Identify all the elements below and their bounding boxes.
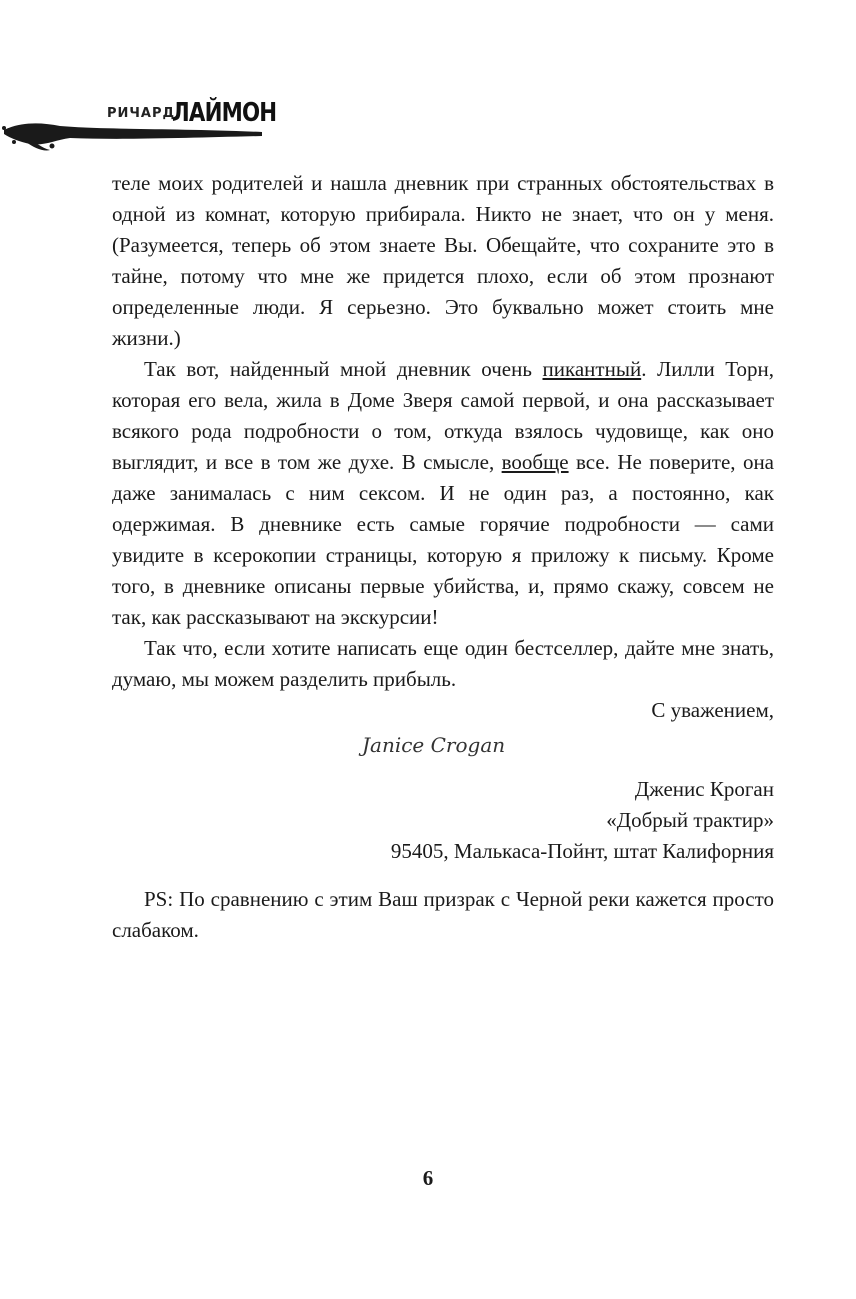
- underlined-word-at-all: вообще: [501, 450, 569, 474]
- page-number: 6: [422, 1166, 434, 1190]
- postscript: PS: По сравнению с этим Ваш призрак с Черной реки кажется просто слабаком.: [112, 887, 774, 942]
- paragraph-3: Так что, если хотите написать еще один бестселлер, дайте мне знать, думаю, мы можем разделить прибыль.: [112, 636, 774, 691]
- salutation: С уважением,: [651, 698, 774, 722]
- underlined-word-piquant: пикантный: [542, 357, 642, 381]
- author-last-name: ЛАЙМОН: [172, 98, 277, 128]
- author-first-name: РИЧАРД: [107, 106, 176, 121]
- sender-name: Дженис Кроган: [634, 777, 774, 801]
- paragraph-2: [112, 354, 774, 633]
- paragraph-2-part-1: Так вот, найденный мной дневник очень: [144, 357, 543, 381]
- signature-text: Janice Crogan: [362, 733, 506, 757]
- book-header: [0, 92, 300, 162]
- handwritten-signature: [112, 726, 774, 774]
- paragraph-2-part-2: . Лилли Торн, которая его вела, жила в Доме Зверя самой первой, и она рассказывает всякого рода подробности о том, откуда взялось чудовище, как оно выглядит, и все в том же духе. В смысле,: [112, 357, 774, 474]
- sender-address: 95405, Малькаса-Пойнт, штат Калифорния: [390, 839, 774, 863]
- paragraph-2-part-3: все. Не поверите, она даже занималась с ним сексом. И не один раз, а постоянно, как одержимая. В дневнике есть самые горячие подробности — сами увидите в ксерокопии страницы, которую я приложу к письму. Кроме того, в дневнике описаны первые убийства, и, прямо скажу, совсем не так, как рассказывают на экскурсии!: [112, 450, 775, 629]
- letter-body: [112, 168, 774, 946]
- sender-company: «Добрый трактир»: [606, 808, 774, 832]
- paragraph-1: теле моих родителей и нашла дневник при странных обстоятельствах в одной из комнат, которую прибирала. Никто не знает, что он у меня. (Разумеется, теперь об этом знаете Вы. Обещайте, что сохраните это в тайне, потому что мне же придется плохо, если об этом прознают определенные люди. Я серьезно. Это буквально может стоить мне жизни.): [112, 171, 774, 350]
